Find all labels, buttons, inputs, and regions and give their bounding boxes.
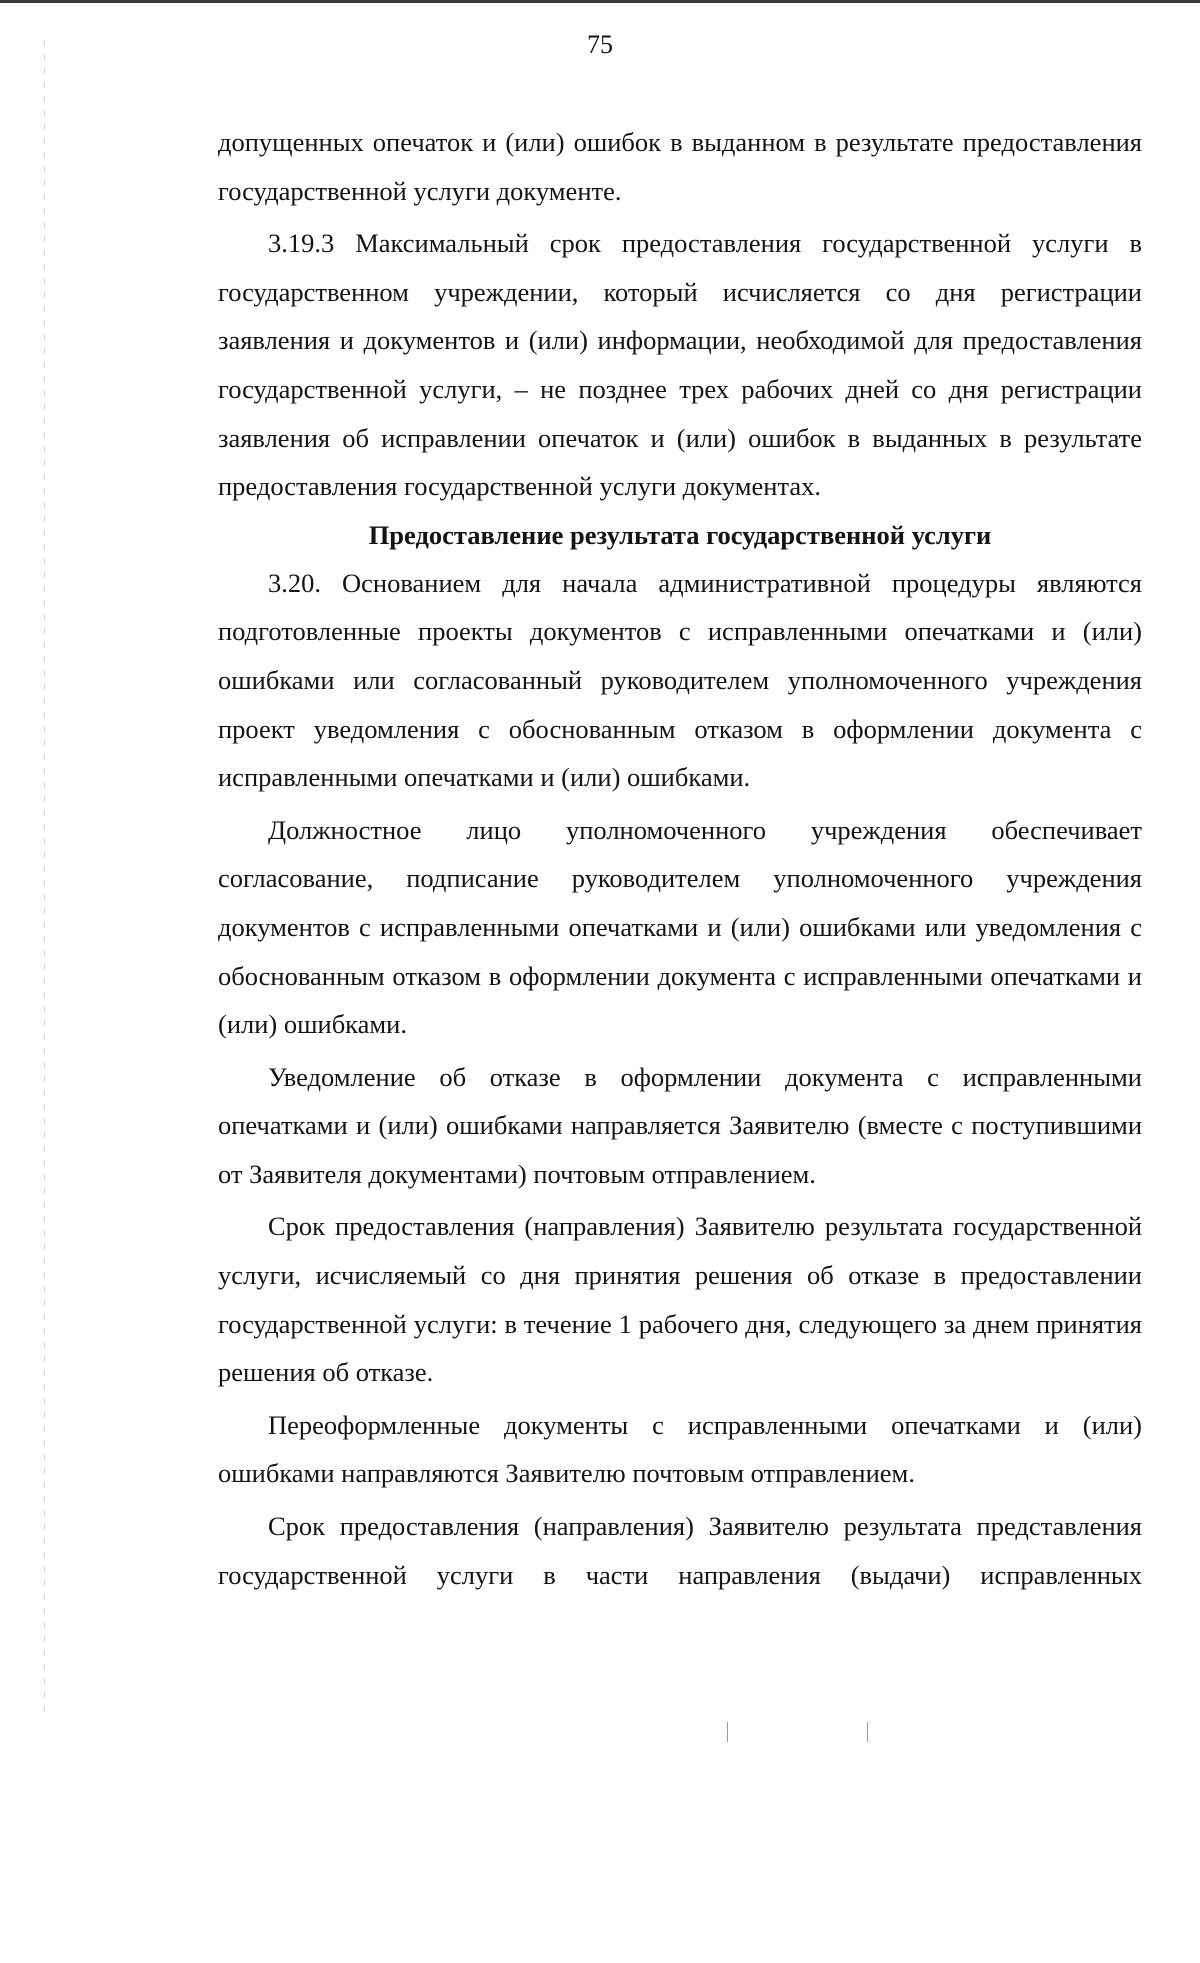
paragraph-official-duties: Должностное лицо уполномоченного учреждения обеспечивает согласование, подписание руководителем уполномоченного учреждения документов с исправленными опечатками и (или) ошибками или уведомления с обоснованным отказом в оформлении документа с исправленными опечатками и (или) ошибками. [218, 814, 1142, 1040]
scan-left-edge [44, 40, 45, 1720]
section-heading: Предоставление результата государственной услуги [368, 519, 992, 550]
paragraph-result-term: Срок предоставления (направления) Заявителю результата представления государственной услуги в части направления (выдачи) исправленных [218, 1511, 1142, 1590]
paragraph-refusal-term: Срок предоставления (направления) Заявителю результата государственной услуги, исчисляемый со дня принятия решения об отказе в предоставлении государственной услуги: в течение 1 рабочего дня, следующего за днем принятия решения об отказе. [218, 1211, 1142, 1388]
scan-top-border [0, 0, 1200, 3]
page-number: 75 [587, 30, 613, 59]
document-body [218, 118, 1142, 1599]
scan-artifact-mark [867, 1722, 868, 1742]
paragraph-reissued-documents: Переоформленные документы с исправленными опечатками и (или) ошибками направляются Заявителю почтовым отправлением. [218, 1409, 1142, 1489]
scan-artifact-mark [727, 1722, 728, 1742]
paragraph-3-20: 3.20. Основанием для начала административной процедуры являются подготовленные проекты документов с исправленными опечатками и (или) ошибками или согласованный руководителем уполномоченного учреждения проект уведомления с обоснованным отказом в оформлении документа с исправленными опечатками и (или) ошибками. [218, 567, 1142, 793]
paragraph-refusal-notice: Уведомление об отказе в оформлении документа с исправленными опечатками и (или) ошибками направляется Заявителю (вместе с поступившими от Заявителя документами) почтовым отправлением. [218, 1061, 1142, 1189]
paragraph-3-19-3: 3.19.3 Максимальный срок предоставления государственной услуги в государственном учреждении, который исчисляется со дня регистрации заявления и документов и (или) информации, необходимой для предоставления государственной услуги, – не позднее трех рабочих дней со дня регистрации заявления об исправлении опечаток и (или) ошибок в выданных в результате предоставления государственной услуги документах. [218, 228, 1142, 502]
paragraph-continuation: допущенных опечаток и (или) ошибок в выданном в результате предоставления государственной услуги документе. [218, 127, 1142, 206]
